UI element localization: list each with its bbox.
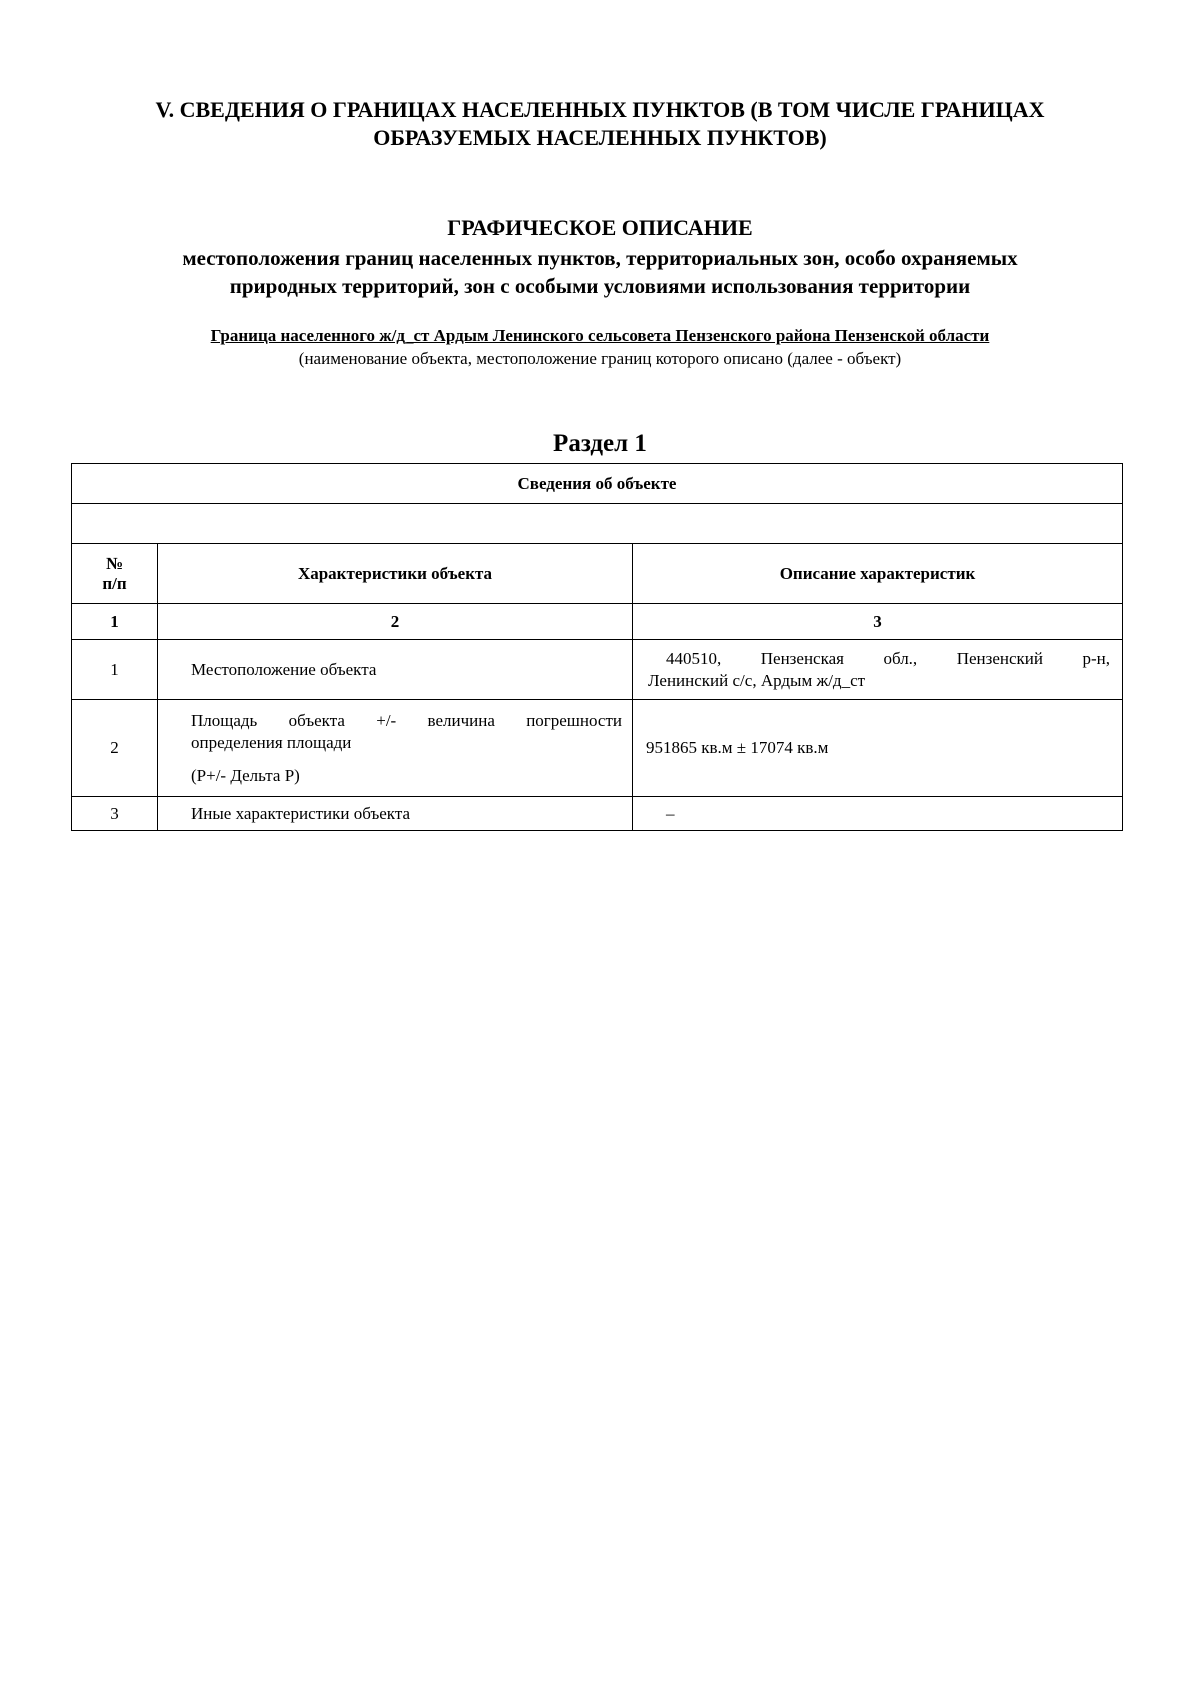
row-description-line1: 440510, Пензенская обл., Пензенский р-н, xyxy=(666,648,1110,668)
row-description-line2: Ленинский с/с, Ардым ж/д_ст xyxy=(648,670,866,690)
row-characteristic-line1: Площадь объекта +/- величина погрешности xyxy=(191,710,622,730)
subtitle-line2: природных территорий, зон с особыми условиями использования территории xyxy=(229,274,971,298)
table-empty-row xyxy=(72,504,1123,544)
table-title-row xyxy=(72,464,1123,504)
header-description: Описание характеристик xyxy=(633,544,1123,604)
section-title-line1: V. СВЕДЕНИЯ О ГРАНИЦАХ НАСЕЛЕННЫХ ПУНКТОВ (В ТОМ ЧИСЛЕ ГРАНИЦАХ xyxy=(155,97,1045,122)
row-characteristic-line2: определения площади xyxy=(191,732,352,752)
header-num xyxy=(72,544,158,604)
razdel-heading: Раздел 1 xyxy=(553,430,647,457)
column-number: 3 xyxy=(633,604,1123,640)
table-row xyxy=(72,700,1123,797)
table-header-row xyxy=(72,544,1123,604)
table-empty-cell xyxy=(72,504,1123,544)
section-title-line2: ОБРАЗУЕМЫХ НАСЕЛЕННЫХ ПУНКТОВ) xyxy=(373,125,827,150)
section-title xyxy=(90,96,1110,152)
row-characteristic-line3: (Р+/- Дельта Р) xyxy=(191,765,300,785)
header-num-line1: № xyxy=(105,553,124,573)
column-number: 2 xyxy=(158,604,633,640)
row-num: 2 xyxy=(72,700,158,797)
table-row xyxy=(72,797,1123,831)
subtitle-line1: местоположения границ населенных пунктов, территориальных зон, особо охраняемых xyxy=(182,246,1018,270)
header-num-line2: п/п xyxy=(102,573,127,593)
object-info-table xyxy=(71,463,1123,831)
graphic-description-title: ГРАФИЧЕСКОЕ ОПИСАНИЕ xyxy=(447,215,753,240)
row-num: 3 xyxy=(72,797,158,831)
table-title: Сведения об объекте xyxy=(72,464,1123,504)
row-description: 951865 кв.м ± 17074 кв.м xyxy=(633,700,1123,797)
table-row xyxy=(72,640,1123,700)
row-num: 1 xyxy=(72,640,158,700)
object-caption: (наименование объекта, местоположение границ которого описано (далее - объект) xyxy=(298,349,902,368)
row-characteristic xyxy=(158,700,633,797)
row-description: – xyxy=(633,797,1123,831)
graphic-description-subtitle xyxy=(90,244,1110,300)
row-characteristic: Местоположение объекта xyxy=(158,640,633,700)
column-number: 1 xyxy=(72,604,158,640)
object-name: Граница населенного ж/д_ст Ардым Ленинского сельсовета Пензенского района Пензенской области xyxy=(210,326,990,345)
header-characteristics: Характеристики объекта xyxy=(158,544,633,604)
row-characteristic: Иные характеристики объекта xyxy=(158,797,633,831)
row-description xyxy=(633,640,1123,700)
column-number-row xyxy=(72,604,1123,640)
